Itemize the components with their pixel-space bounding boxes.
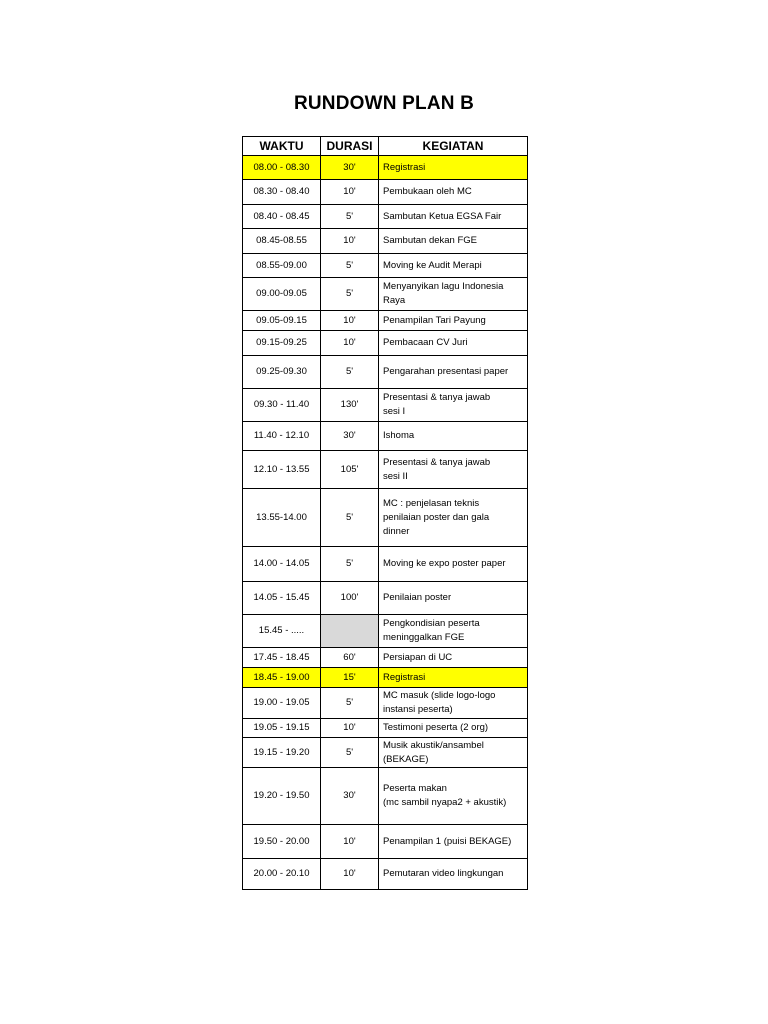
cell-waktu: 08.40 - 08.45 <box>243 205 321 229</box>
cell-durasi: 100' <box>321 582 379 615</box>
cell-kegiatan <box>379 311 528 331</box>
table-row <box>243 547 528 582</box>
cell-waktu: 19.50 - 20.00 <box>243 825 321 859</box>
cell-kegiatan <box>379 205 528 229</box>
kegiatan-line: Ishoma <box>383 430 415 441</box>
cell-durasi: 10' <box>321 859 379 890</box>
cell-waktu: 18.45 - 19.00 <box>243 668 321 688</box>
kegiatan-line: Penilaian poster <box>383 592 452 603</box>
header-durasi: DURASI <box>321 137 379 156</box>
cell-waktu: 19.20 - 19.50 <box>243 768 321 825</box>
cell-waktu: 09.05-09.15 <box>243 311 321 331</box>
cell-durasi: 105' <box>321 451 379 489</box>
document-title: RUNDOWN PLAN B <box>293 93 475 114</box>
cell-waktu: 14.00 - 14.05 <box>243 547 321 582</box>
cell-durasi: 5' <box>321 254 379 278</box>
cell-kegiatan <box>379 422 528 451</box>
cell-durasi: 5' <box>321 547 379 582</box>
cell-kegiatan <box>379 688 528 719</box>
kegiatan-line: Moving ke Audit Merapi <box>383 259 482 271</box>
cell-kegiatan <box>379 180 528 205</box>
cell-durasi: 10' <box>321 311 379 331</box>
table-row <box>243 859 528 890</box>
kegiatan-line: sesi I <box>383 406 406 417</box>
cell-durasi: 10' <box>321 331 379 356</box>
cell-durasi: 10' <box>321 825 379 859</box>
cell-durasi: 5' <box>321 356 379 389</box>
table-row <box>243 331 528 356</box>
cell-kegiatan <box>379 229 528 254</box>
table-row <box>243 615 528 648</box>
cell-waktu: 13.55-14.00 <box>243 489 321 547</box>
cell-durasi: 5' <box>321 205 379 229</box>
kegiatan-line: Presentasi & tanya jawab <box>383 456 491 468</box>
cell-waktu: 14.05 - 15.45 <box>243 582 321 615</box>
table-row <box>243 668 528 688</box>
cell-durasi <box>321 615 379 648</box>
cell-waktu: 19.15 - 19.20 <box>243 738 321 768</box>
cell-kegiatan <box>379 668 528 688</box>
kegiatan-line: Peserta makan <box>383 783 447 794</box>
cell-kegiatan <box>379 389 528 422</box>
cell-kegiatan <box>379 859 528 890</box>
cell-kegiatan <box>379 331 528 356</box>
cell-waktu: 20.00 - 20.10 <box>243 859 321 890</box>
table-row <box>243 582 528 615</box>
header-waktu: WAKTU <box>243 137 321 156</box>
cell-kegiatan <box>379 825 528 859</box>
kegiatan-line: Registrasi <box>383 671 426 683</box>
kegiatan-line: Menyanyikan lagu Indonesia <box>383 281 504 292</box>
table-row <box>243 719 528 738</box>
cell-durasi: 10' <box>321 719 379 738</box>
cell-kegiatan <box>379 254 528 278</box>
kegiatan-line: Persiapan di UC <box>383 651 453 663</box>
cell-durasi: 30' <box>321 422 379 451</box>
table-row <box>243 648 528 668</box>
cell-durasi: 10' <box>321 180 379 205</box>
table-row <box>243 738 528 768</box>
cell-waktu: 17.45 - 18.45 <box>243 648 321 668</box>
header-kegiatan: KEGIATAN <box>379 137 528 156</box>
table-row <box>243 825 528 859</box>
cell-waktu: 09.15-09.25 <box>243 331 321 356</box>
table-row <box>243 688 528 719</box>
table-row <box>243 422 528 451</box>
kegiatan-line: (BEKAGE) <box>383 753 429 765</box>
kegiatan-line: penilaian poster dan gala <box>383 511 490 523</box>
table-row <box>243 205 528 229</box>
cell-waktu: 08.30 - 08.40 <box>243 180 321 205</box>
table-row <box>243 389 528 422</box>
cell-kegiatan <box>379 451 528 489</box>
table-row <box>243 229 528 254</box>
kegiatan-line: meninggalkan FGE <box>383 632 465 643</box>
kegiatan-line: Testimoni peserta (2 org) <box>383 722 489 733</box>
cell-waktu: 19.00 - 19.05 <box>243 688 321 719</box>
cell-waktu: 11.40 - 12.10 <box>243 422 321 451</box>
cell-waktu: 09.25-09.30 <box>243 356 321 389</box>
kegiatan-line: Musik akustik/ansambel <box>383 739 484 751</box>
table-row <box>243 451 528 489</box>
table-row <box>243 156 528 180</box>
kegiatan-line: Pengarahan presentasi paper <box>383 366 509 377</box>
kegiatan-line: Pembacaan CV Juri <box>383 337 468 348</box>
table-row <box>243 311 528 331</box>
cell-waktu: 08.55-09.00 <box>243 254 321 278</box>
kegiatan-line: Penampilan 1 (puisi BEKAGE) <box>383 835 512 847</box>
cell-durasi: 15' <box>321 668 379 688</box>
cell-waktu: 12.10 - 13.55 <box>243 451 321 489</box>
kegiatan-line: Penampilan Tari Payung <box>383 314 486 326</box>
cell-kegiatan <box>379 156 528 180</box>
kegiatan-line: dinner <box>383 525 410 537</box>
table-row <box>243 254 528 278</box>
cell-durasi: 30' <box>321 156 379 180</box>
table-row <box>243 768 528 825</box>
table-row <box>243 356 528 389</box>
cell-kegiatan <box>379 489 528 547</box>
cell-durasi: 5' <box>321 278 379 311</box>
kegiatan-line: Registrasi <box>383 161 426 173</box>
kegiatan-line: Pemutaran video lingkungan <box>383 868 504 879</box>
kegiatan-line: Pembukaan oleh MC <box>383 186 472 197</box>
kegiatan-line: Sambutan Ketua EGSA Fair <box>383 210 502 222</box>
cell-durasi: 5' <box>321 489 379 547</box>
kegiatan-line: sesi II <box>383 470 408 482</box>
cell-kegiatan <box>379 648 528 668</box>
cell-waktu: 08.45-08.55 <box>243 229 321 254</box>
cell-durasi: 5' <box>321 688 379 719</box>
cell-durasi: 30' <box>321 768 379 825</box>
cell-waktu: 15.45 - ..... <box>243 615 321 648</box>
kegiatan-line: Presentasi & tanya jawab <box>383 392 491 403</box>
cell-kegiatan <box>379 768 528 825</box>
cell-waktu: 19.05 - 19.15 <box>243 719 321 738</box>
cell-waktu: 09.00-09.05 <box>243 278 321 311</box>
cell-durasi: 130' <box>321 389 379 422</box>
kegiatan-line: Pengkondisian peserta <box>383 618 480 629</box>
kegiatan-line: MC : penjelasan teknis <box>383 497 480 509</box>
table-row <box>243 489 528 547</box>
table-header-row <box>243 137 528 156</box>
kegiatan-line: Sambutan dekan FGE <box>383 235 477 246</box>
kegiatan-line: Raya <box>383 295 406 306</box>
kegiatan-line: Moving ke expo poster paper <box>383 558 506 569</box>
table-body <box>243 156 528 890</box>
kegiatan-line: instansi peserta) <box>383 704 453 715</box>
cell-kegiatan <box>379 547 528 582</box>
kegiatan-line: (mc sambil nyapa2 + akustik) <box>383 797 507 808</box>
cell-kegiatan <box>379 615 528 648</box>
table-row <box>243 180 528 205</box>
cell-waktu: 08.00 - 08.30 <box>243 156 321 180</box>
cell-kegiatan <box>379 719 528 738</box>
cell-durasi: 10' <box>321 229 379 254</box>
table-row <box>243 278 528 311</box>
kegiatan-line: MC masuk (slide logo-logo <box>383 690 496 701</box>
cell-durasi: 60' <box>321 648 379 668</box>
cell-durasi: 5' <box>321 738 379 768</box>
cell-kegiatan <box>379 582 528 615</box>
cell-waktu: 09.30 - 11.40 <box>243 389 321 422</box>
cell-kegiatan <box>379 278 528 311</box>
rundown-table <box>242 136 528 890</box>
cell-kegiatan <box>379 356 528 389</box>
cell-kegiatan <box>379 738 528 768</box>
